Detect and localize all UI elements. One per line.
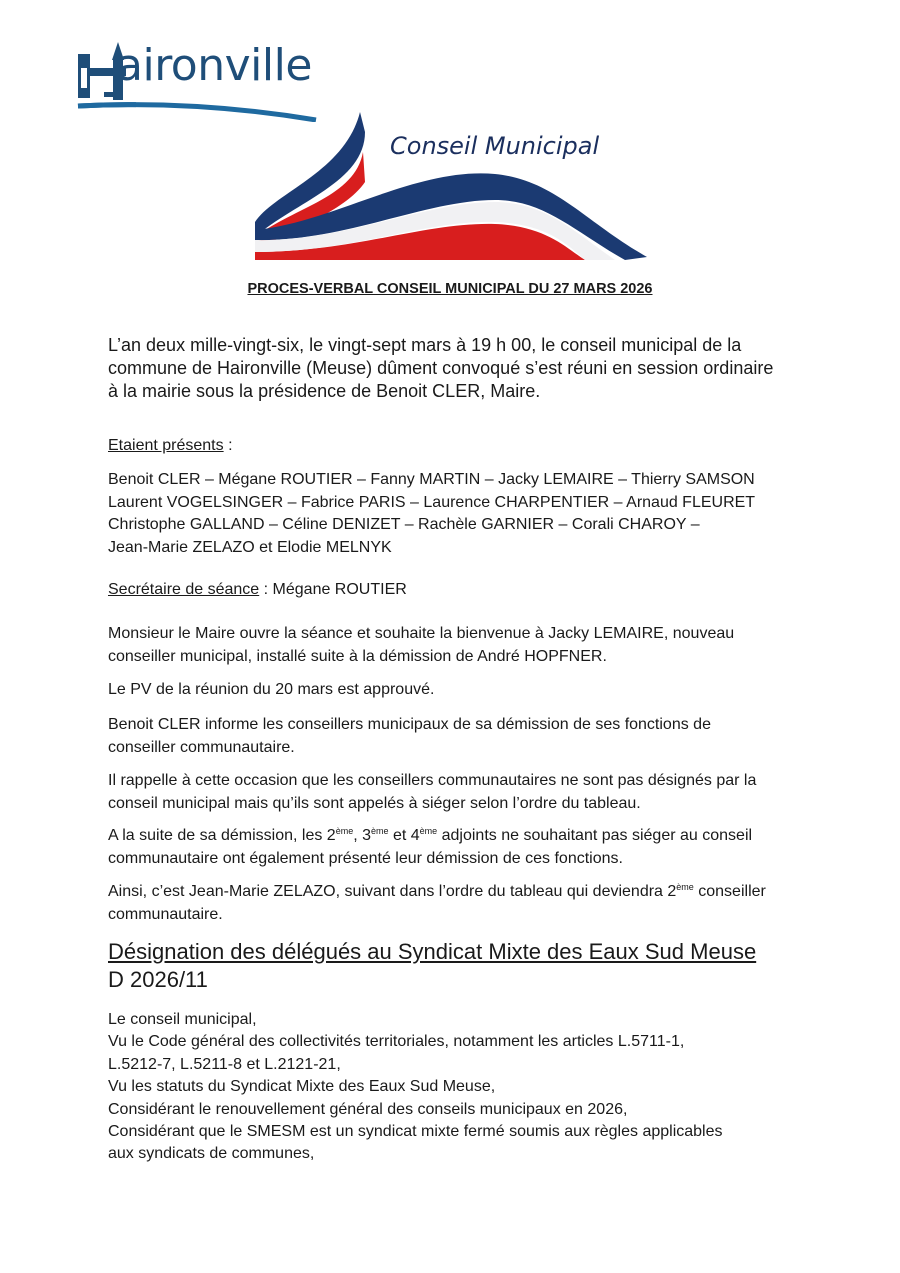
attendees-line: Christophe GALLAND – Céline DENIZET – Rachèle GARNIER – Corali CHAROY – [108,516,700,533]
paragraph-welcome: Monsieur le Maire ouvre la séance et souhaite la bienvenue à Jacky LEMAIRE, nouveau conseiller municipal, installé suite à la démission de André HOPFNER. [108,625,735,665]
superscript: ème [419,826,438,836]
section-heading [108,938,808,994]
superscript: ème [676,882,694,892]
colon: : [223,437,233,454]
section-line: Vu les statuts du Syndicat Mixte des Eaux Sud Meuse, [108,1078,496,1096]
secretary-label: Secrétaire de séance [108,581,260,598]
section-line: Le conseil municipal, [108,1011,257,1028]
section-heading-line: D 2026/11 [108,967,208,992]
attendees-list [108,469,788,559]
section-line: Vu le Code général des collectivités territoriales, notamment les articles L.5711-1, [108,1033,685,1051]
section-line: Considérant que le SMESM est un syndicat mixte fermé soumis aux règles applicables [108,1123,723,1141]
secretary-value: : Mégane ROUTIER [259,581,407,598]
paragraph-pv: Le PV de la réunion du 20 mars est approuvé. [108,681,435,698]
text: et 4 [388,827,420,844]
section-line: aux syndicats de communes, [108,1145,315,1163]
section-line: L.5212-7, L.5211-8 et L.2121-21, [108,1055,341,1073]
paragraph-reminder: Il rappelle à cette occasion que les conseillers communautaires ne sont pas désignés par la conseil municipal mais qu’ils sont appelés à siéger selon l’ordre du tableau. [108,772,757,812]
attendees-line: Jean-Marie ZELAZO et Elodie MELNYK [108,538,392,556]
section-heading-line: Désignation des délégués au Syndicat Mixte des Eaux Sud Meuse [108,939,757,964]
logo-text: aironville [116,40,312,91]
text: A la suite de sa démission, les 2 [108,827,336,844]
paragraph-deputies [108,825,798,870]
text: conseiller communautaire. [108,883,766,923]
superscript: ème [335,826,354,836]
section-line: Considérant le renouvellement général des conseils municipaux en 2026, [108,1100,628,1118]
intro-paragraph: L’an deux mille-vingt-six, le vingt-sept mars à 19 h 00, le conseil municipal de la commune de Haironville (Meuse) dûment convoqué s’est réuni en session ordinaire à la mairie sous la présidence de Benoit CLER, Maire. [108,335,774,401]
secretary-line [108,579,788,602]
superscript: ème [371,826,389,836]
present-label-line [108,435,788,458]
text: , 3 [353,827,371,844]
paragraph-successor [108,881,798,926]
present-label: Etaient présents [108,437,224,454]
paragraph-resignation: Benoit CLER informe les conseillers municipaux de sa démission de ses fonctions de conseiller communautaire. [108,716,711,756]
conseil-municipal-label: Conseil Municipal [390,132,600,160]
text: adjoints ne souhaitant pas siéger au conseil communautaire ont également présenté leur démission de ces fonctions. [108,827,753,867]
text: Ainsi, c’est Jean-Marie ZELAZO, suivant dans l’ordre du tableau qui deviendra 2 [108,883,677,900]
document-title: PROCES-VERBAL CONSEIL MUNICIPAL DU 27 MARS 2026 [247,281,653,297]
attendees-line: Laurent VOGELSINGER – Fabrice PARIS – Laurence CHARPENTIER – Arnaud FLEURET [108,493,756,511]
attendees-line: Benoit CLER – Mégane ROUTIER – Fanny MARTIN – Jacky LEMAIRE – Thierry SAMSON [108,471,755,488]
section-body [108,1009,788,1166]
haironville-logo [76,40,321,122]
